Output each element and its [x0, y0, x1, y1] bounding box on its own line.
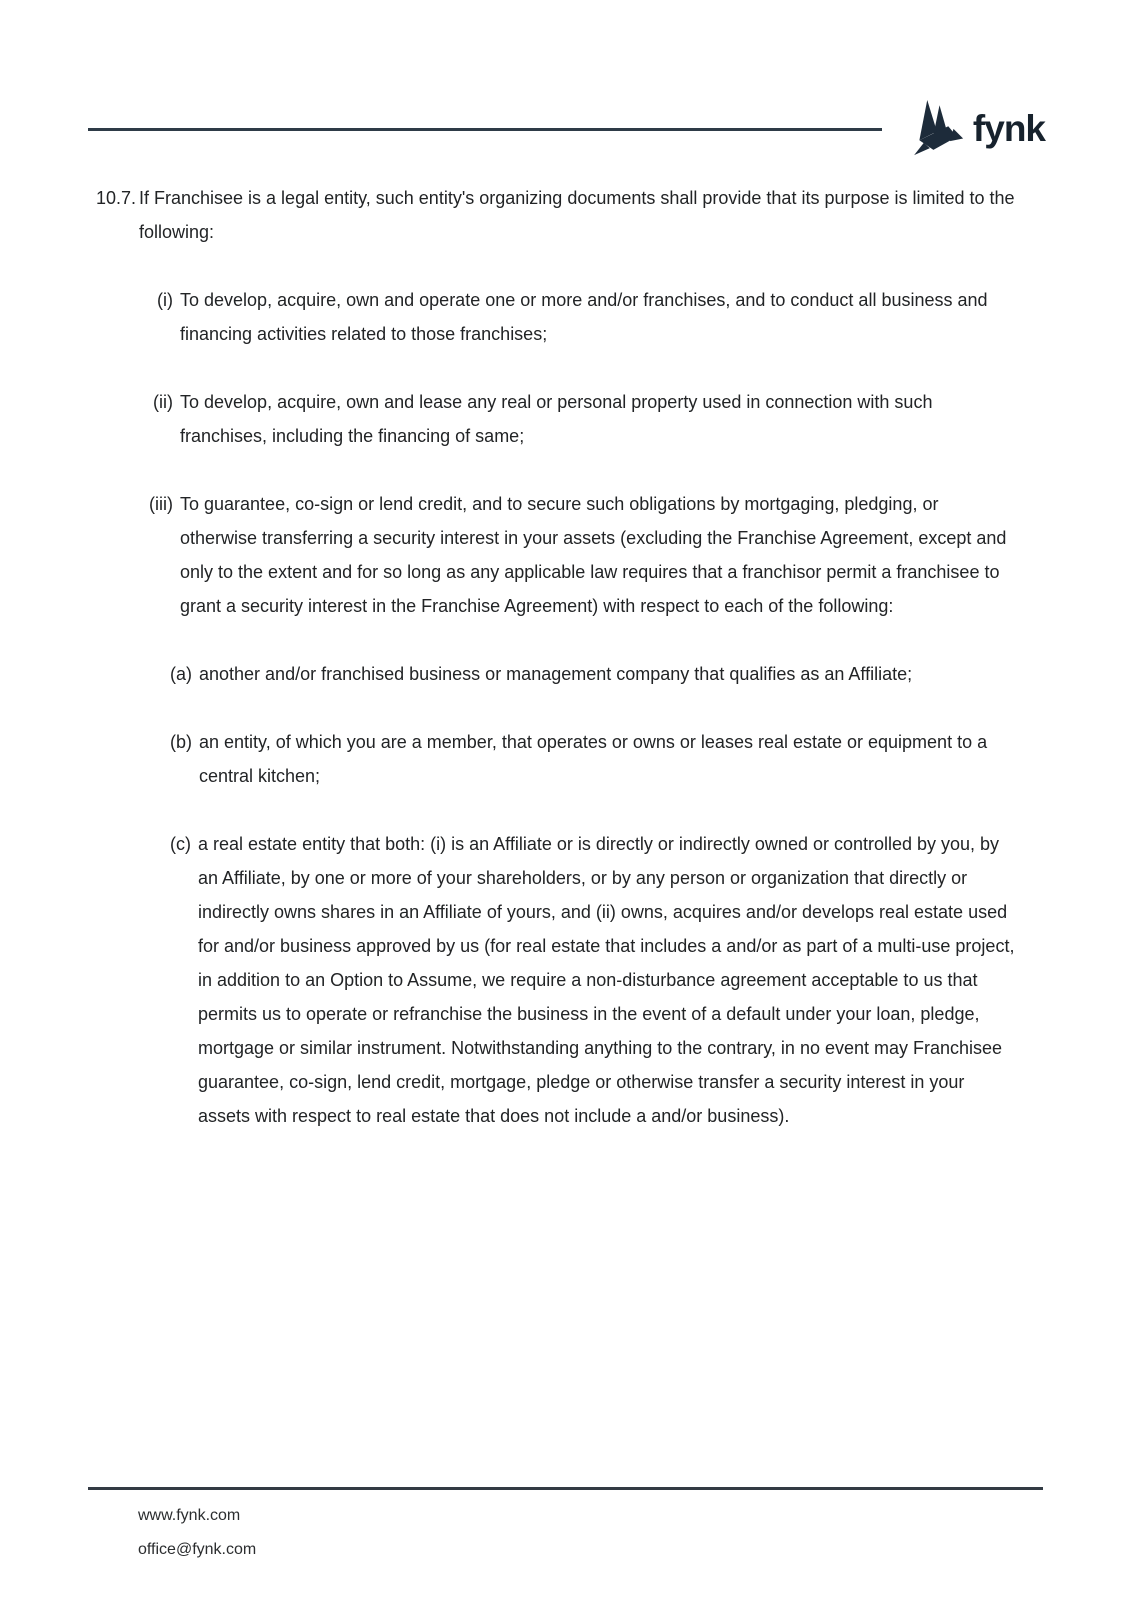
contract-body — [96, 181, 1017, 1133]
list-item-text: To develop, acquire, own and lease any real or personal property used in connection with such franchises, including the financing of same; — [180, 392, 933, 446]
list-item-b — [170, 725, 1017, 793]
list-item-c — [170, 827, 1017, 1133]
list-item-iii — [96, 487, 1017, 623]
footer-email: office@fynk.com — [138, 1541, 257, 1558]
list-item-ii — [96, 385, 1017, 453]
list-item-i — [96, 283, 1017, 351]
list-item-text: an entity, of which you are a member, that operates or owns or leases real estate or equipment to a central kitchen; — [199, 732, 988, 786]
list-item-text: To develop, acquire, own and operate one or more and/or franchises, and to conduct all business and financing activities related to those franchises; — [180, 290, 988, 344]
list-item-a — [170, 657, 1017, 691]
page-header — [88, 100, 1045, 156]
list-marker: (iii) — [149, 494, 173, 514]
section-number: 10.7. — [96, 188, 137, 208]
section-text: If Franchisee is a legal entity, such entity's organizing documents shall provide that its purpose is limited to the following: — [139, 188, 1015, 242]
fynk-wordmark: fynk — [972, 107, 1045, 149]
list-marker: (i) — [157, 290, 173, 310]
fynk-logo — [908, 100, 1045, 156]
list-item-text: another and/or franchised business or management company that qualifies as an Affiliate; — [199, 664, 913, 684]
section-10-7 — [96, 181, 1017, 249]
list-item-text: a real estate entity that both: (i) is an Affiliate or is directly or indirectly owned or controlled by you, by an Affiliate, by one or more of your shareholders, or by any person or organization that directly or indirectly owns shares in an Affiliate of yours, and (ii) owns, acquires and/or develops real estate used for and/or business approved by us (for real estate that includes a and/or as part of a multi-use project, in addition to an Option to Assume, we require a non-disturbance agreement acceptable to us that permits us to operate or refranchise the business in the event of a default under your loan, pledge, mortgage or similar instrument. Notwithstanding anything to the contrary, in no event may Franchisee guarantee, co-sign, lend credit, mortgage, pledge or otherwise transfer a security interest in your assets with respect to real estate that does not include a and/or business). — [198, 834, 1015, 1126]
footer-rule — [88, 1487, 1043, 1490]
list-marker: (a) — [170, 664, 192, 684]
list-item-text: To guarantee, co-sign or lend credit, and to secure such obligations by mortgaging, pledging, or otherwise transferring a security interest in your assets (excluding the Franchise Agreement, except and only to the extent and for so long as any applicable law requires that a franchisor permit a franchisee to grant a security interest in the Franchise Agreement) with respect to each of the following: — [180, 494, 1007, 616]
origami-crane-icon — [908, 100, 964, 156]
page-footer — [88, 1487, 1043, 1567]
header-rule — [88, 128, 882, 131]
list-marker: (ii) — [153, 392, 173, 412]
list-marker: (b) — [170, 732, 192, 752]
list-marker: (c) — [170, 834, 191, 854]
footer-website: www.fynk.com — [138, 1507, 241, 1524]
